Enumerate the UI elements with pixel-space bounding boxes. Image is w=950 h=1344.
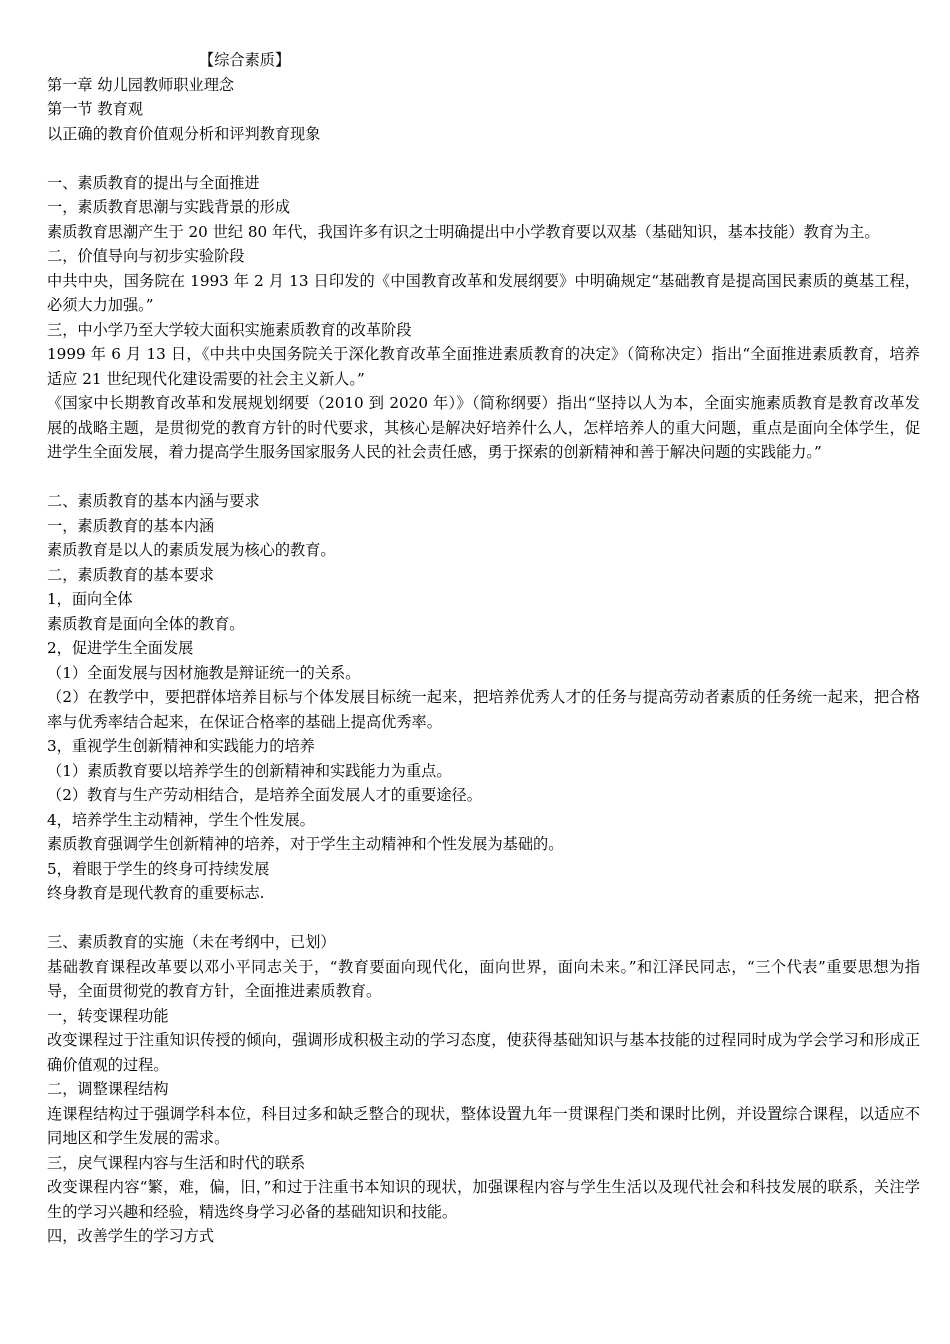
requirement-item: 5，着眼于学生的终身可持续发展 — [47, 859, 270, 878]
paragraph: 连课程结构过于强调学科本位，科目过多和缺乏整合的现状，整体设置九年一贯课程门类和课时比例，并设置综合课程，以适应不同地区和学生发展的需求。 — [47, 1104, 920, 1147]
spacer — [47, 146, 920, 171]
requirement-item: 1，面向全体 — [47, 590, 133, 608]
document-title: 【综合素质】 — [199, 51, 291, 69]
part-three-heading: 三、素质教育的实施（未在考纲中，已划） — [47, 933, 336, 951]
chapter-heading: 第一章 幼儿园教师职业理念 — [47, 75, 235, 94]
requirement-item: 3，重视学生创新精神和实践能力的培养 — [47, 737, 315, 755]
paragraph: （2）教育与生产劳动相结合，是培养全面发展人才的重要途径。 — [47, 786, 482, 804]
paragraph: 中共中央，国务院在 1993 年 2 月 13 日印发的《中国教育改革和发展纲要》中明确规定“基础教育是提高国民素质的奠基工程，必须大力加强。” — [47, 271, 920, 314]
section-heading: 第一节 教育观 — [47, 100, 143, 118]
requirement-item: 4，培养学生主动精神，学生个性发展。 — [47, 810, 315, 829]
paragraph: 1999 年 6 月 13 日，《中共中央国务院关于深化教育改革全面推进素质教育的决定》（简称决定）指出“全面推进素质教育，培养适应 21 世纪现代化建设需要的社会主义新人。” — [47, 345, 920, 388]
spacer — [47, 465, 920, 490]
paragraph: （1）素质教育要以培养学生的创新精神和实践能力为重点。 — [47, 761, 452, 780]
subheading: 二，调整课程结构 — [47, 1080, 169, 1098]
part-one-heading: 一、素质教育的提出与全面推进 — [47, 173, 260, 192]
paragraph: 素质教育强调学生创新精神的培养，对于学生主动精神和个性发展为基础的。 — [47, 835, 564, 853]
spacer — [47, 906, 920, 931]
requirement-item: 2，促进学生全面发展 — [47, 639, 194, 657]
subheading: 四，改善学生的学习方式 — [47, 1227, 215, 1245]
paragraph: 素质教育思潮产生于 20 世纪 80 年代，我国许多有识之士明确提出中小学教育要以双基（基础知识，基本技能）教育为主。 — [47, 222, 880, 241]
intro-text: 以正确的教育价值观分析和评判教育现象 — [47, 124, 321, 143]
paragraph: （1）全面发展与因材施教是辩证统一的关系。 — [47, 663, 361, 682]
paragraph: （2）在教学中，要把群体培养目标与个体发展目标统一起来，把培养优秀人才的任务与提高劳动者素质的任务统一起来，把合格率与优秀率结合起来，在保证合格率的基础上提高优秀率。 — [47, 688, 920, 731]
subheading: 三，中小学乃至大学较大面积实施素质教育的改革阶段 — [47, 320, 412, 339]
paragraph: 素质教育是面向全体的教育。 — [47, 614, 245, 633]
paragraph: 基础教育课程改革要以邓小平同志关于，“教育要面向现代化，面向世界，面向未来。”和江泽民同志，“三个代表”重要思想为指导，全面贯彻党的教育方针，全面推进素质教育。 — [47, 957, 920, 1000]
paragraph: 《国家中长期教育改革和发展规划纲要（2010 到 2020 年）》（简称纲要）指出“坚持以人为本，全面实施素质教育是教育改革发展的战略主题，是贯彻党的教育方针的时代要求，其核心是解决好培养什么人，怎样培养人的重大问题，重点是面向全体学生，促进学生全面发展，着力提高学生服务国家服务人民的社会责任感，勇于探索的创新精神和善于解决问题的实践能力。” — [47, 394, 920, 461]
paragraph: 终身教育是现代教育的重要标志. — [47, 884, 265, 902]
subheading: 一，素质教育的基本内涵 — [47, 516, 215, 535]
subheading: 三，戾气课程内容与生活和时代的联系 — [47, 1153, 306, 1172]
paragraph: 素质教育是以人的素质发展为核心的教育。 — [47, 541, 336, 559]
paragraph: 改变课程内容“繁，难，偏，旧，”和过于注重书本知识的现状，加强课程内容与学生生活以及现代社会和科技发展的联系，关注学生的学习兴趣和经验，精选终身学习必备的基础知识和技能。 — [47, 1178, 920, 1221]
subheading: 二，素质教育的基本要求 — [47, 565, 215, 584]
subheading: 一，转变课程功能 — [47, 1006, 169, 1025]
paragraph: 改变课程过于注重知识传授的倾向，强调形成积极主动的学习态度，使获得基础知识与基本技能的过程同时成为学会学习和形成正确价值观的过程。 — [47, 1031, 920, 1074]
part-two-heading: 二、素质教育的基本内涵与要求 — [47, 492, 260, 510]
subheading: 一，素质教育思潮与实践背景的形成 — [47, 198, 290, 216]
subheading: 二，价值导向与初步实验阶段 — [47, 247, 245, 265]
